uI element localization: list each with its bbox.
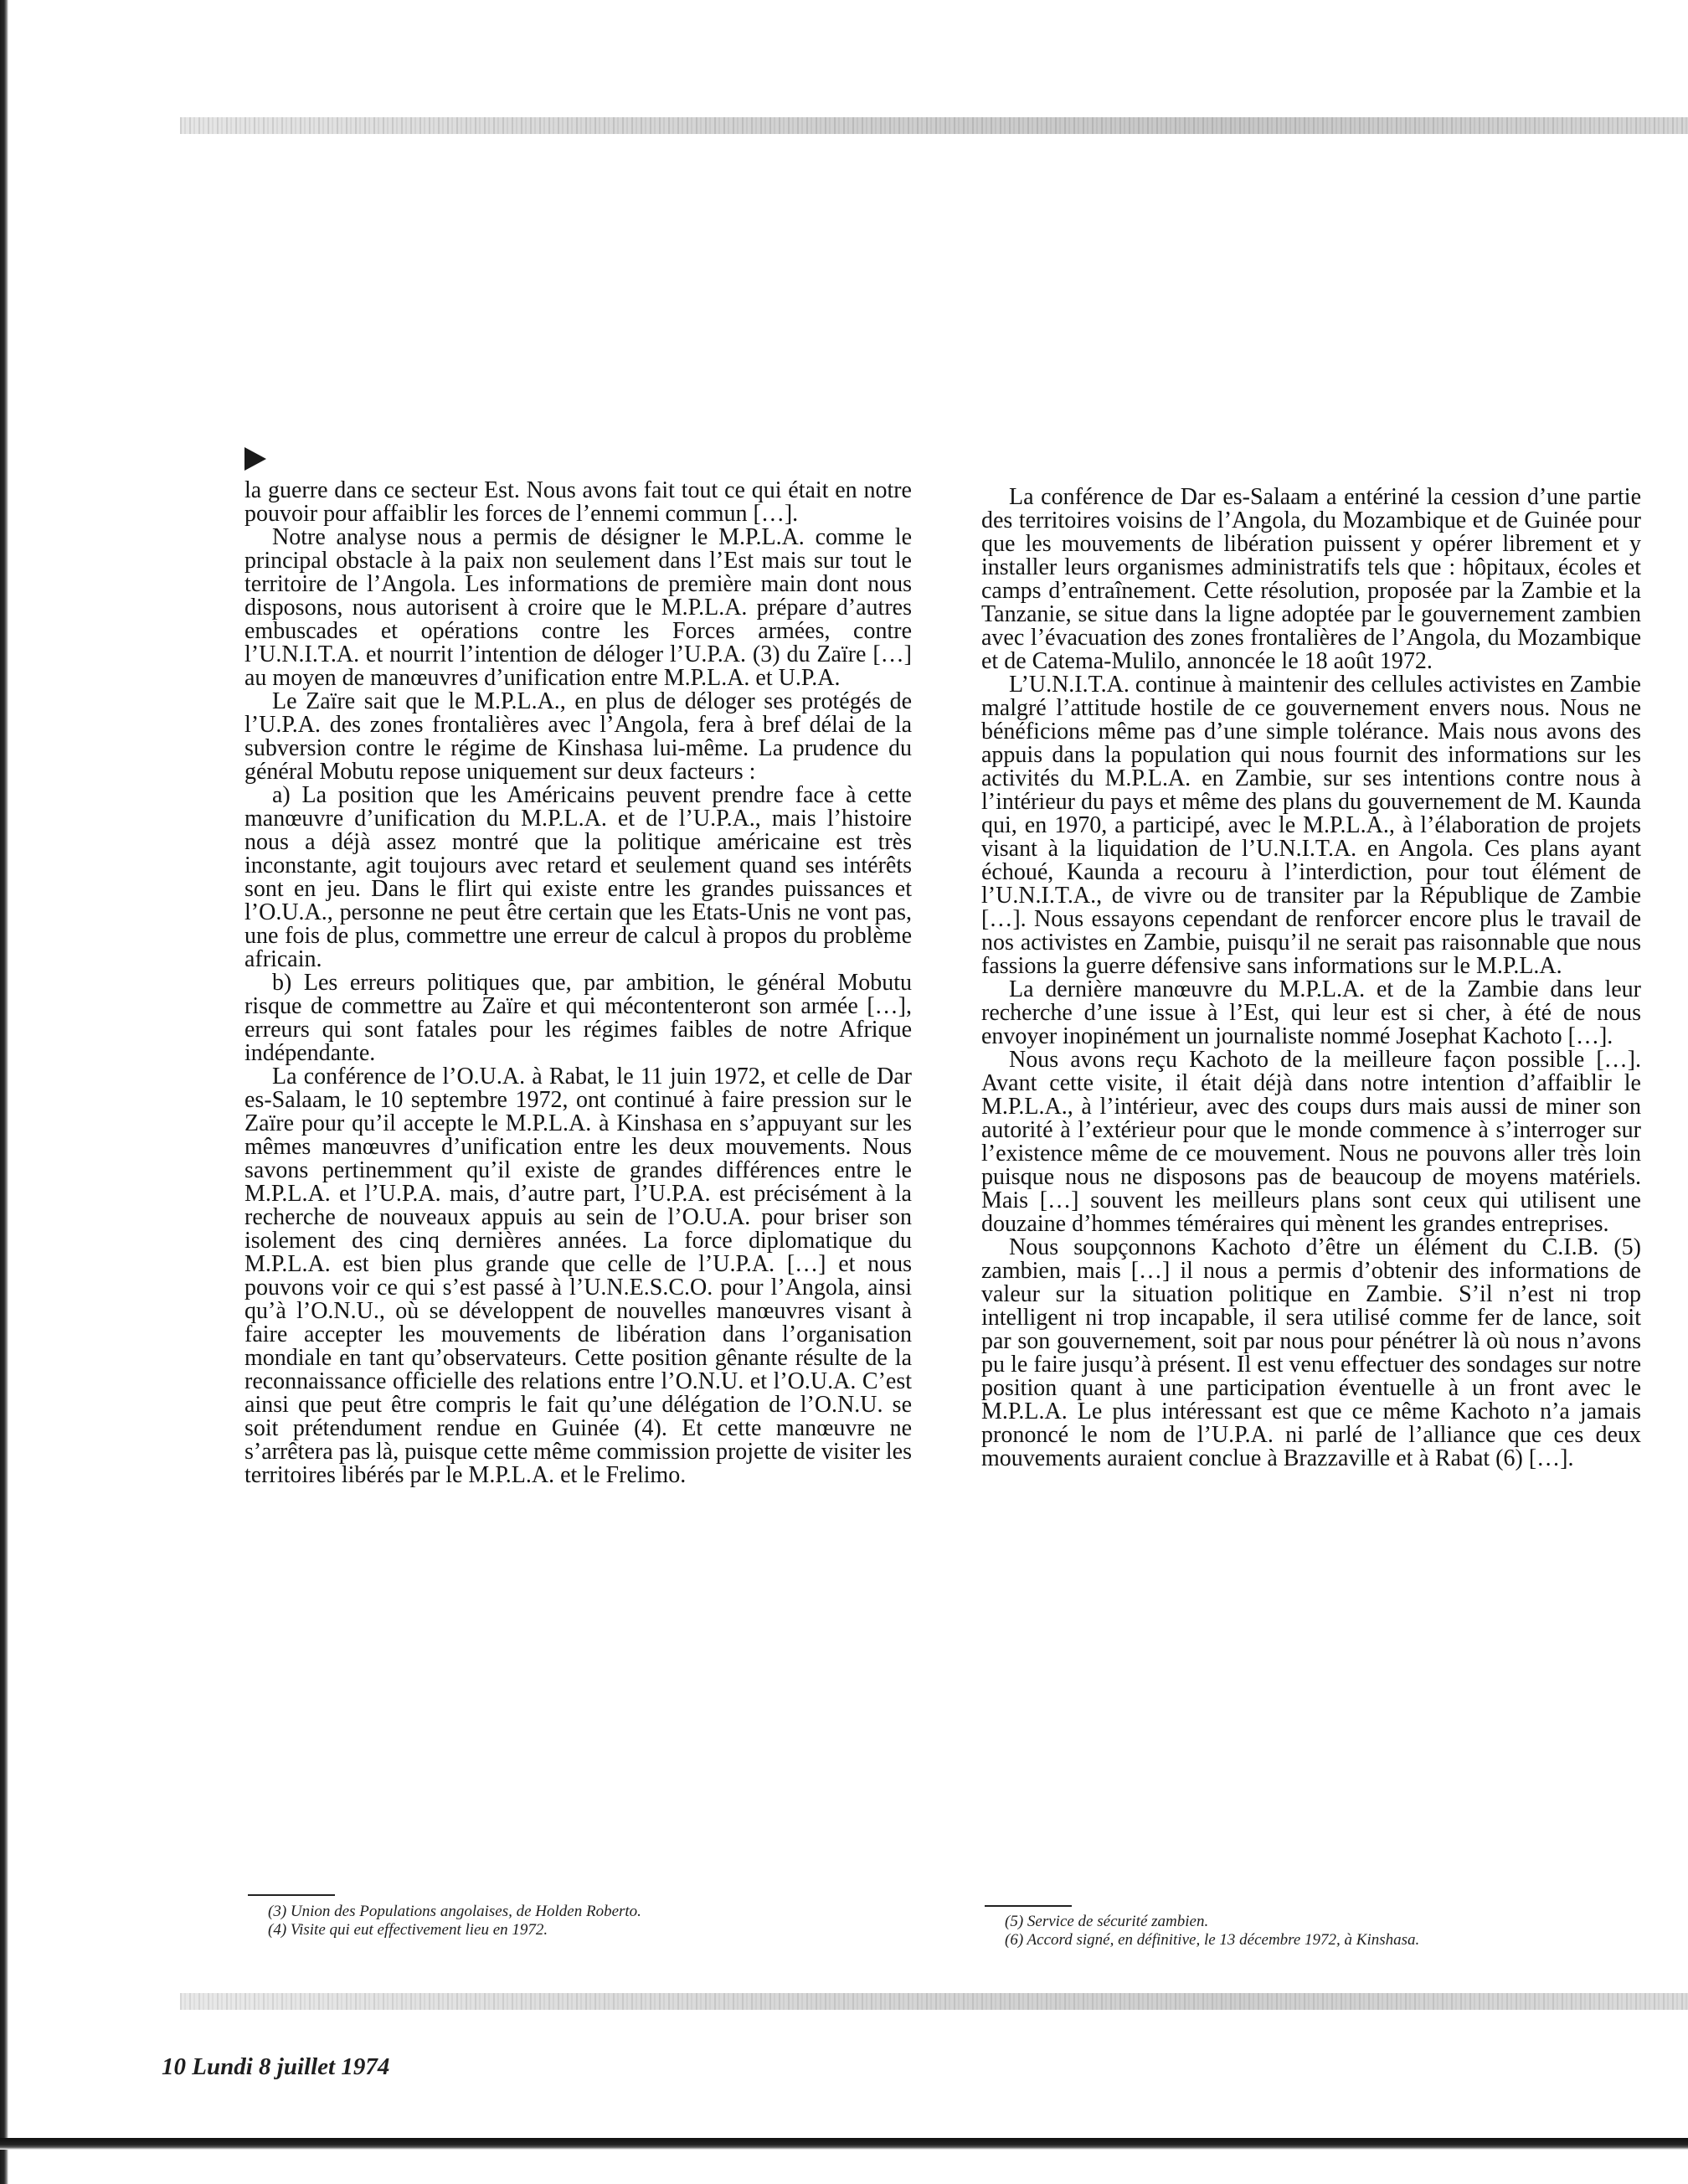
bottom-halftone-band: [180, 1993, 1688, 2010]
paragraph: La conférence de l’O.U.A. à Rabat, le 11 juin 1972, et celle de Dar es-Salaam, le 10 septembre 1972, ont continué à faire pression sur le Zaïre pour qu’il accepte le M.P.L.A. à Kinshasa en s’appuyant sur les mêmes manœuvres d’unification entre les deux mouvements. Nous savons pertinemment qu’il existe de grandes différences entre le M.P.L.A. et l’U.P.A. mais, d’autre part, l’U.P.A. est précisément à la recherche de nouveaux appuis au sein de l’O.U.A. pour briser son isolement des cinq dernières années. La force diplomatique du M.P.L.A. est bien plus grande que celle de l’U.P.A. […] et nous pouvons voir ce qui s’est passé à l’U.N.E.S.C.O. pour l’Angola, ainsi qu’à l’O.N.U., où se développent de nouvelles manœuvres visant à faire accepter les mouvements de libération dans l’organisation mondiale en tant qu’observateurs. Cette position gênante résulte de la reconnaissance officielle des relations entre l’O.N.U. et l’O.U.A. C’est ainsi que peut être compris le fait qu’une délégation de l’O.N.U. se soit prétendument rendue en Guinée (4). Et cette manœuvre ne s’arrêtera pas là, puisque cette même commission projette de visiter les territoires libérés par le M.P.L.A. et le Frelimo.: [244, 1064, 912, 1488]
paragraph: Nous avons reçu Kachoto de la meilleure façon possible […]. Avant cette visite, il était déjà dans notre intention d’affaiblir le M.P.L.A., à l’intérieur, avec des coups durs mais aussi de miner son autorité à l’extérieur pour que le monde commence à s’interroger sur l’existence même de ce mouvement. Nous ne pouvons aller très loin puisque nous ne disposons pas de beaucoup de moyens matériels. Mais […] souvent les meilleurs plans sont ceux qui utilisent une douzaine d’hommes téméraires qui mènent les grandes entreprises.: [981, 1047, 1641, 1237]
top-halftone-band: [180, 117, 1688, 134]
footnote-rule: [985, 1905, 1072, 1907]
footnotes-right: [1005, 1913, 1641, 1950]
left-column: [244, 479, 912, 1487]
footnote: (3) Union des Populations angolaises, de Holden Roberto.: [268, 1903, 641, 1920]
page-folio: 10 Lundi 8 juillet 1974: [162, 2053, 390, 2080]
paragraph: L’U.N.I.T.A. continue à maintenir des cellules activistes en Zambie malgré l’attitude hostile de ce gouvernement envers nous. Nous ne bénéficions même pas d’une simple tolérance. Mais nous avons des appuis dans la population qui nous fournit des informations sur les activités du M.P.L.A. en Zambie, sur ses intentions contre nous à l’intérieur du pays et même des plans du gouvernement de M. Kaunda qui, en 1970, a participé, avec le M.P.L.A., à l’élaboration de projets visant à la liquidation de l’U.N.I.T.A. en Angola. Ces plans ayant échoué, Kaunda a recouru à l’interdiction, pour tout élément de l’U.N.I.T.A., de vivre ou de transiter par la République de Zambie […]. Nous essayons cependant de renforcer encore plus le travail de nos activistes en Zambie, puisqu’il ne serait pas raisonnable que nous fassions la guerre défensive sans informations sur le M.P.L.A.: [981, 672, 1641, 979]
footnote: (5) Service de sécurité zambien.: [1005, 1913, 1209, 1930]
paragraph: La conférence de Dar es-Salaam a entériné la cession d’une partie des territoires voisins de l’Angola, du Mozambique et de Guinée pour que les mouvements de libération puissent y opérer librement et y installer leurs organismes administratifs tels que : hôpitaux, écoles et camps d’entraînement. Cette résolution, proposée par la Zambie et la Tanzanie, se situe dans la ligne adoptée par le gouvernement zambien avec l’évacuation des zones frontalières de l’Angola, du Mozambique et de Catema-Mulilo, annoncée le 18 août 1972.: [981, 484, 1641, 674]
triangle-right-icon: [244, 447, 266, 471]
paragraph: Nous soupçonnons Kachoto d’être un élément du C.I.B. (5) zambien, mais […] il nous a permis d’obtenir des informations de valeur sur la situation politique en Zambie. S’il n’est ni trop intelligent ni trop incapable, il sera utilisé comme fer de lance, soit par son gouvernement, soit par nous pour pénétrer là où nous n’avons pu le faire jusqu’à présent. Il est venu effectuer des sondages sur notre position quant à une participation éventuelle à un front avec le M.P.L.A. Le plus intéressant est que ce même Kachoto n’a jamais prononcé le nom de l’U.P.A. ni parlé de l’alliance que ces deux mouvements auraient conclue à Brazzaville et à Rabat (6) […].: [981, 1234, 1641, 1471]
paragraph: Notre analyse nous a permis de désigner le M.P.L.A. comme le principal obstacle à la paix non seulement dans l’Est mais sur tout le territoire de l’Angola. Les informations de première main dont nous disposons, nous autorisent à croire que le M.P.L.A. prépare d’autres embuscades et opérations contre les Forces armées, contre l’U.N.I.T.A. et nourrit l’intention de déloger l’U.P.A. (3) du Zaïre […] au moyen de manœuvres d’unification entre M.P.L.A. et U.P.A.: [244, 524, 912, 691]
right-column: [981, 486, 1641, 1471]
footnotes-left: [268, 1903, 888, 1939]
paragraph: La dernière manœuvre du M.P.L.A. et de la Zambie dans leur recherche d’une issue à l’Est, qui leur est si cher, à été de nous envoyer inopinément un journaliste nommé Josephat Kachoto […].: [981, 976, 1641, 1049]
footnote: (4) Visite qui eut effectivement lieu en 1972.: [268, 1921, 548, 1939]
scan-left-edge: [0, 0, 8, 2184]
paragraph: Le Zaïre sait que le M.P.L.A., en plus de déloger ses protégés de l’U.P.A. des zones frontalières avec l’Angola, fera à bref délai de la subversion contre le régime de Kinshasa lui-même. La prudence du général Mobutu repose uniquement sur deux facteurs :: [244, 688, 912, 785]
scan-bottom-edge: [0, 2138, 1688, 2150]
paragraph: la guerre dans ce secteur Est. Nous avons fait tout ce qui était en notre pouvoir pour affaiblir les forces de l’ennemi commun […].: [244, 477, 912, 527]
paragraph: b) Les erreurs politiques que, par ambition, le général Mobutu risque de commettre au Zaïre et qui mécontenteront son armée […], erreurs qui sont fatales pour les régimes faibles de notre Afrique indépendante.: [244, 970, 912, 1066]
paragraph: a) La position que les Américains peuvent prendre face à cette manœuvre d’unification du M.P.L.A. et de l’U.P.A., mais l’histoire nous a déjà assez montré que la politique américaine est très inconstante, agit toujours avec retard et seulement quand ses intérêts sont en jeu. Dans le flirt qui existe entre les grandes puissances et l’O.U.A., personne ne peut être certain que les Etats-Unis ne vont pas, une fois de plus, commettre une erreur de calcul à propos du problème africain.: [244, 782, 912, 972]
footnote: (6) Accord signé, en définitive, le 13 décembre 1972, à Kinshasa.: [1005, 1931, 1420, 1949]
footnote-rule: [248, 1894, 335, 1896]
